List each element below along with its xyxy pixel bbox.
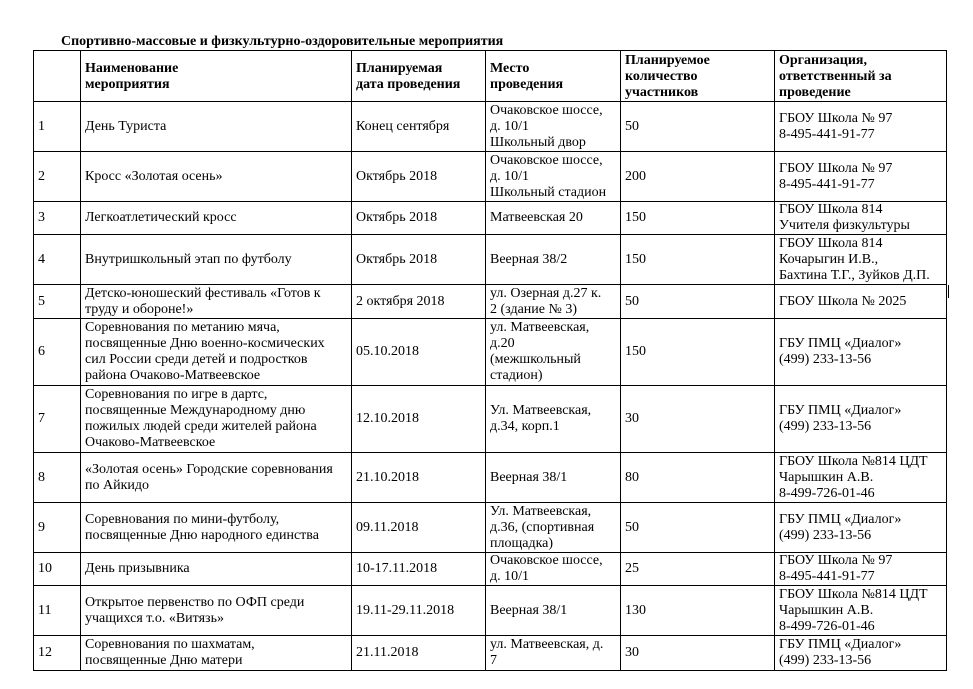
row-number: 5: [38, 293, 45, 309]
event-place-cell: [486, 503, 621, 553]
organizer: ГБУ ПМЦ «Диалог» (499) 233-13-56: [779, 336, 902, 367]
event-date: 09.11.2018: [356, 519, 419, 535]
event-place: ул. Матвеевская, д.20 (межшкольный стадион): [490, 320, 590, 383]
row-number-cell: [34, 453, 81, 503]
participants-count-cell: [621, 319, 775, 386]
document-title: Спортивно-массовые и физкультурно-оздоровительные мероприятия: [61, 34, 504, 49]
event-name-cell: [81, 319, 352, 386]
row-number: 10: [38, 561, 52, 576]
event-name: День призывника: [85, 561, 190, 576]
participants-count-cell: [621, 503, 775, 553]
organizer-cell: [775, 235, 947, 285]
event-name-cell: [81, 636, 352, 671]
row-number-cell: [34, 386, 81, 453]
event-date: 10-17.11.2018: [356, 561, 438, 576]
table-row: [34, 202, 947, 235]
table-body: [34, 102, 947, 671]
event-date: 21.11.2018: [356, 645, 419, 660]
row-number: 6: [38, 344, 45, 359]
event-place: Матвеевская 20: [490, 210, 583, 225]
table-row: [34, 102, 947, 152]
event-name: Соревнования по метанию мяча, посвященные Дню военно-космических сил России среди детей и подростков района Очаково-Матвеевское: [85, 320, 325, 383]
event-name: Детско-юношеский фестиваль «Готов к труду и обороне!»: [85, 285, 321, 317]
table-row: [34, 386, 947, 453]
event-name: Легкоатлетический кросс: [85, 210, 237, 225]
event-date: Октябрь 2018: [356, 251, 438, 267]
row-number: 8: [38, 469, 45, 485]
event-place-cell: [486, 586, 621, 636]
event-date-cell: [352, 102, 486, 152]
event-date: Конец сентября: [356, 118, 450, 134]
participants-count-cell: [621, 636, 775, 671]
event-date: Октябрь 2018: [356, 210, 438, 225]
participants-count-cell: [621, 152, 775, 202]
table-row: [34, 319, 947, 386]
organizer: ГБОУ Школа № 97 8-495-441-91-77: [779, 160, 893, 192]
event-name: Внутришкольный этап по футболу: [85, 251, 292, 267]
organizer: ГБОУ Школа № 97 8-495-441-91-77: [779, 110, 893, 142]
organizer: ГБОУ Школа №814 ЦДТ Чарышкин А.В. 8-499-726-01-46: [779, 453, 928, 501]
table-row: [34, 586, 947, 636]
row-number: 9: [38, 519, 45, 535]
participants-count: 50: [625, 293, 639, 309]
event-date-cell: [352, 503, 486, 553]
event-date: 05.10.2018: [356, 344, 419, 359]
row-number: 1: [38, 118, 45, 134]
participants-count-cell: [621, 586, 775, 636]
participants-count: 200: [625, 168, 646, 184]
organizer-cell: [775, 636, 947, 671]
event-place-cell: [486, 319, 621, 386]
event-place-cell: [486, 636, 621, 671]
participants-count: 80: [625, 469, 639, 485]
organizer-cell: [775, 503, 947, 553]
row-number-cell: [34, 285, 81, 319]
participants-count: 25: [625, 561, 639, 576]
participants-count: 150: [625, 210, 646, 225]
event-place: ул. Озерная д.27 к. 2 (здание № 3): [490, 285, 602, 317]
event-place: ул. Матвеевская, д. 7: [490, 637, 604, 668]
organizer-cell: [775, 152, 947, 202]
organizer: ГБУ ПМЦ «Диалог» (499) 233-13-56: [779, 637, 902, 668]
organizer: ГБОУ Школа 814 Кочарыгин И.В., Бахтина Т.Г., Зуйков Д.П.: [779, 235, 930, 283]
event-date: 19.11-29.11.2018: [356, 602, 455, 618]
event-name-cell: [81, 386, 352, 453]
table-header-row: [34, 51, 947, 102]
event-date: 21.10.2018: [356, 469, 419, 485]
event-date-cell: [352, 202, 486, 235]
event-name: «Золотая осень» Городские соревнования по Айкидо: [85, 461, 333, 493]
event-place: Очаковское шоссе, д. 10/1 Школьный двор: [490, 102, 603, 150]
organizer-cell: [775, 285, 947, 319]
row-number: 12: [38, 645, 52, 660]
event-name-cell: [81, 553, 352, 586]
organizer: ГБУ ПМЦ «Диалог» (499) 233-13-56: [779, 511, 902, 543]
participants-count-cell: [621, 202, 775, 235]
event-name-cell: [81, 152, 352, 202]
event-name-cell: [81, 202, 352, 235]
event-place-cell: [486, 453, 621, 503]
organizer: ГБОУ Школа № 2025: [779, 293, 907, 309]
event-place: Веерная 38/2: [490, 251, 568, 267]
participants-count-cell: [621, 553, 775, 586]
participants-count-cell: [621, 453, 775, 503]
event-place: Очаковское шоссе, д. 10/1: [490, 553, 603, 584]
event-date-cell: [352, 636, 486, 671]
event-date-cell: [352, 235, 486, 285]
organizer-cell: [775, 102, 947, 152]
event-place-cell: [486, 285, 621, 319]
event-place: Веерная 38/1: [490, 602, 568, 618]
event-name: Открытое первенство по ОФП среди учащихся т.о. «Витязь»: [85, 594, 305, 626]
row-number-cell: [34, 202, 81, 235]
row-number: 4: [38, 251, 45, 267]
event-place-cell: [486, 386, 621, 453]
event-place: Очаковское шоссе, д. 10/1 Школьный стадион: [490, 152, 607, 200]
event-date: 12.10.2018: [356, 411, 419, 426]
col-header-place: Место проведения: [486, 51, 621, 102]
organizer-cell: [775, 202, 947, 235]
event-place-cell: [486, 102, 621, 152]
col-header-number: [34, 51, 81, 102]
organizer-cell: [775, 453, 947, 503]
col-header-participants: Планируемое количество участников: [621, 51, 775, 102]
organizer-cell: [775, 319, 947, 386]
row-number-cell: [34, 503, 81, 553]
event-date-cell: [352, 386, 486, 453]
event-date: 2 октября 2018: [356, 293, 445, 309]
event-place: Ул. Матвеевская, д.36, (спортивная площадка): [490, 503, 595, 551]
participants-count-cell: [621, 386, 775, 453]
event-date-cell: [352, 553, 486, 586]
text-cursor-mark: [948, 285, 949, 298]
event-name-cell: [81, 235, 352, 285]
event-name: Соревнования по мини-футболу, посвященные Дню народного единства: [85, 511, 319, 543]
col-header-date: Планируемая дата проведения: [352, 51, 486, 102]
participants-count: 50: [625, 519, 639, 535]
event-name-cell: [81, 285, 352, 319]
organizer: ГБОУ Школа №814 ЦДТ Чарышкин А.В. 8-499-726-01-46: [779, 586, 928, 634]
event-place-cell: [486, 202, 621, 235]
col-header-organization: Организация, ответственный за проведение: [775, 51, 947, 102]
table-row: [34, 152, 947, 202]
participants-count: 30: [625, 645, 639, 660]
event-date-cell: [352, 152, 486, 202]
event-name: Кросс «Золотая осень»: [85, 168, 223, 184]
organizer: ГБОУ Школа 814 Учителя физкультуры: [779, 202, 910, 233]
event-date: Октябрь 2018: [356, 168, 438, 184]
row-number: 11: [38, 602, 52, 618]
events-table: [33, 50, 947, 671]
participants-count-cell: [621, 285, 775, 319]
table-row: [34, 553, 947, 586]
participants-count: 150: [625, 344, 646, 359]
event-place: Веерная 38/1: [490, 469, 568, 485]
row-number: 7: [38, 411, 45, 426]
table-row: [34, 636, 947, 671]
row-number-cell: [34, 235, 81, 285]
row-number-cell: [34, 152, 81, 202]
organizer: ГБУ ПМЦ «Диалог» (499) 233-13-56: [779, 403, 902, 434]
event-name-cell: [81, 586, 352, 636]
table-row: [34, 285, 947, 319]
participants-count-cell: [621, 102, 775, 152]
event-place-cell: [486, 235, 621, 285]
event-date-cell: [352, 453, 486, 503]
event-date-cell: [352, 285, 486, 319]
row-number: 3: [38, 210, 45, 225]
organizer-cell: [775, 553, 947, 586]
participants-count-cell: [621, 235, 775, 285]
participants-count: 150: [625, 251, 646, 267]
event-date-cell: [352, 319, 486, 386]
row-number-cell: [34, 586, 81, 636]
event-date-cell: [352, 586, 486, 636]
event-name-cell: [81, 102, 352, 152]
table-row: [34, 235, 947, 285]
organizer-cell: [775, 586, 947, 636]
row-number-cell: [34, 319, 81, 386]
table-row: [34, 453, 947, 503]
participants-count: 50: [625, 118, 639, 134]
table-row: [34, 503, 947, 553]
event-place: Ул. Матвеевская, д.34, корп.1: [490, 403, 592, 434]
row-number: 2: [38, 168, 45, 184]
event-name: Соревнования по шахматам, посвященные Дню матери: [85, 637, 255, 668]
col-header-event-name: Наименование мероприятия: [81, 51, 352, 102]
event-name: Соревнования по игре в дартс, посвященные Международному дню пожилых людей среди жителей района Очаково-Матвеевское: [85, 387, 317, 450]
participants-count: 130: [625, 602, 646, 618]
organizer-cell: [775, 386, 947, 453]
event-name-cell: [81, 503, 352, 553]
event-name-cell: [81, 453, 352, 503]
participants-count: 30: [625, 411, 639, 426]
event-name: День Туриста: [85, 118, 167, 134]
event-place-cell: [486, 553, 621, 586]
row-number-cell: [34, 553, 81, 586]
row-number-cell: [34, 636, 81, 671]
event-place-cell: [486, 152, 621, 202]
row-number-cell: [34, 102, 81, 152]
organizer: ГБОУ Школа № 97 8-495-441-91-77: [779, 553, 893, 584]
